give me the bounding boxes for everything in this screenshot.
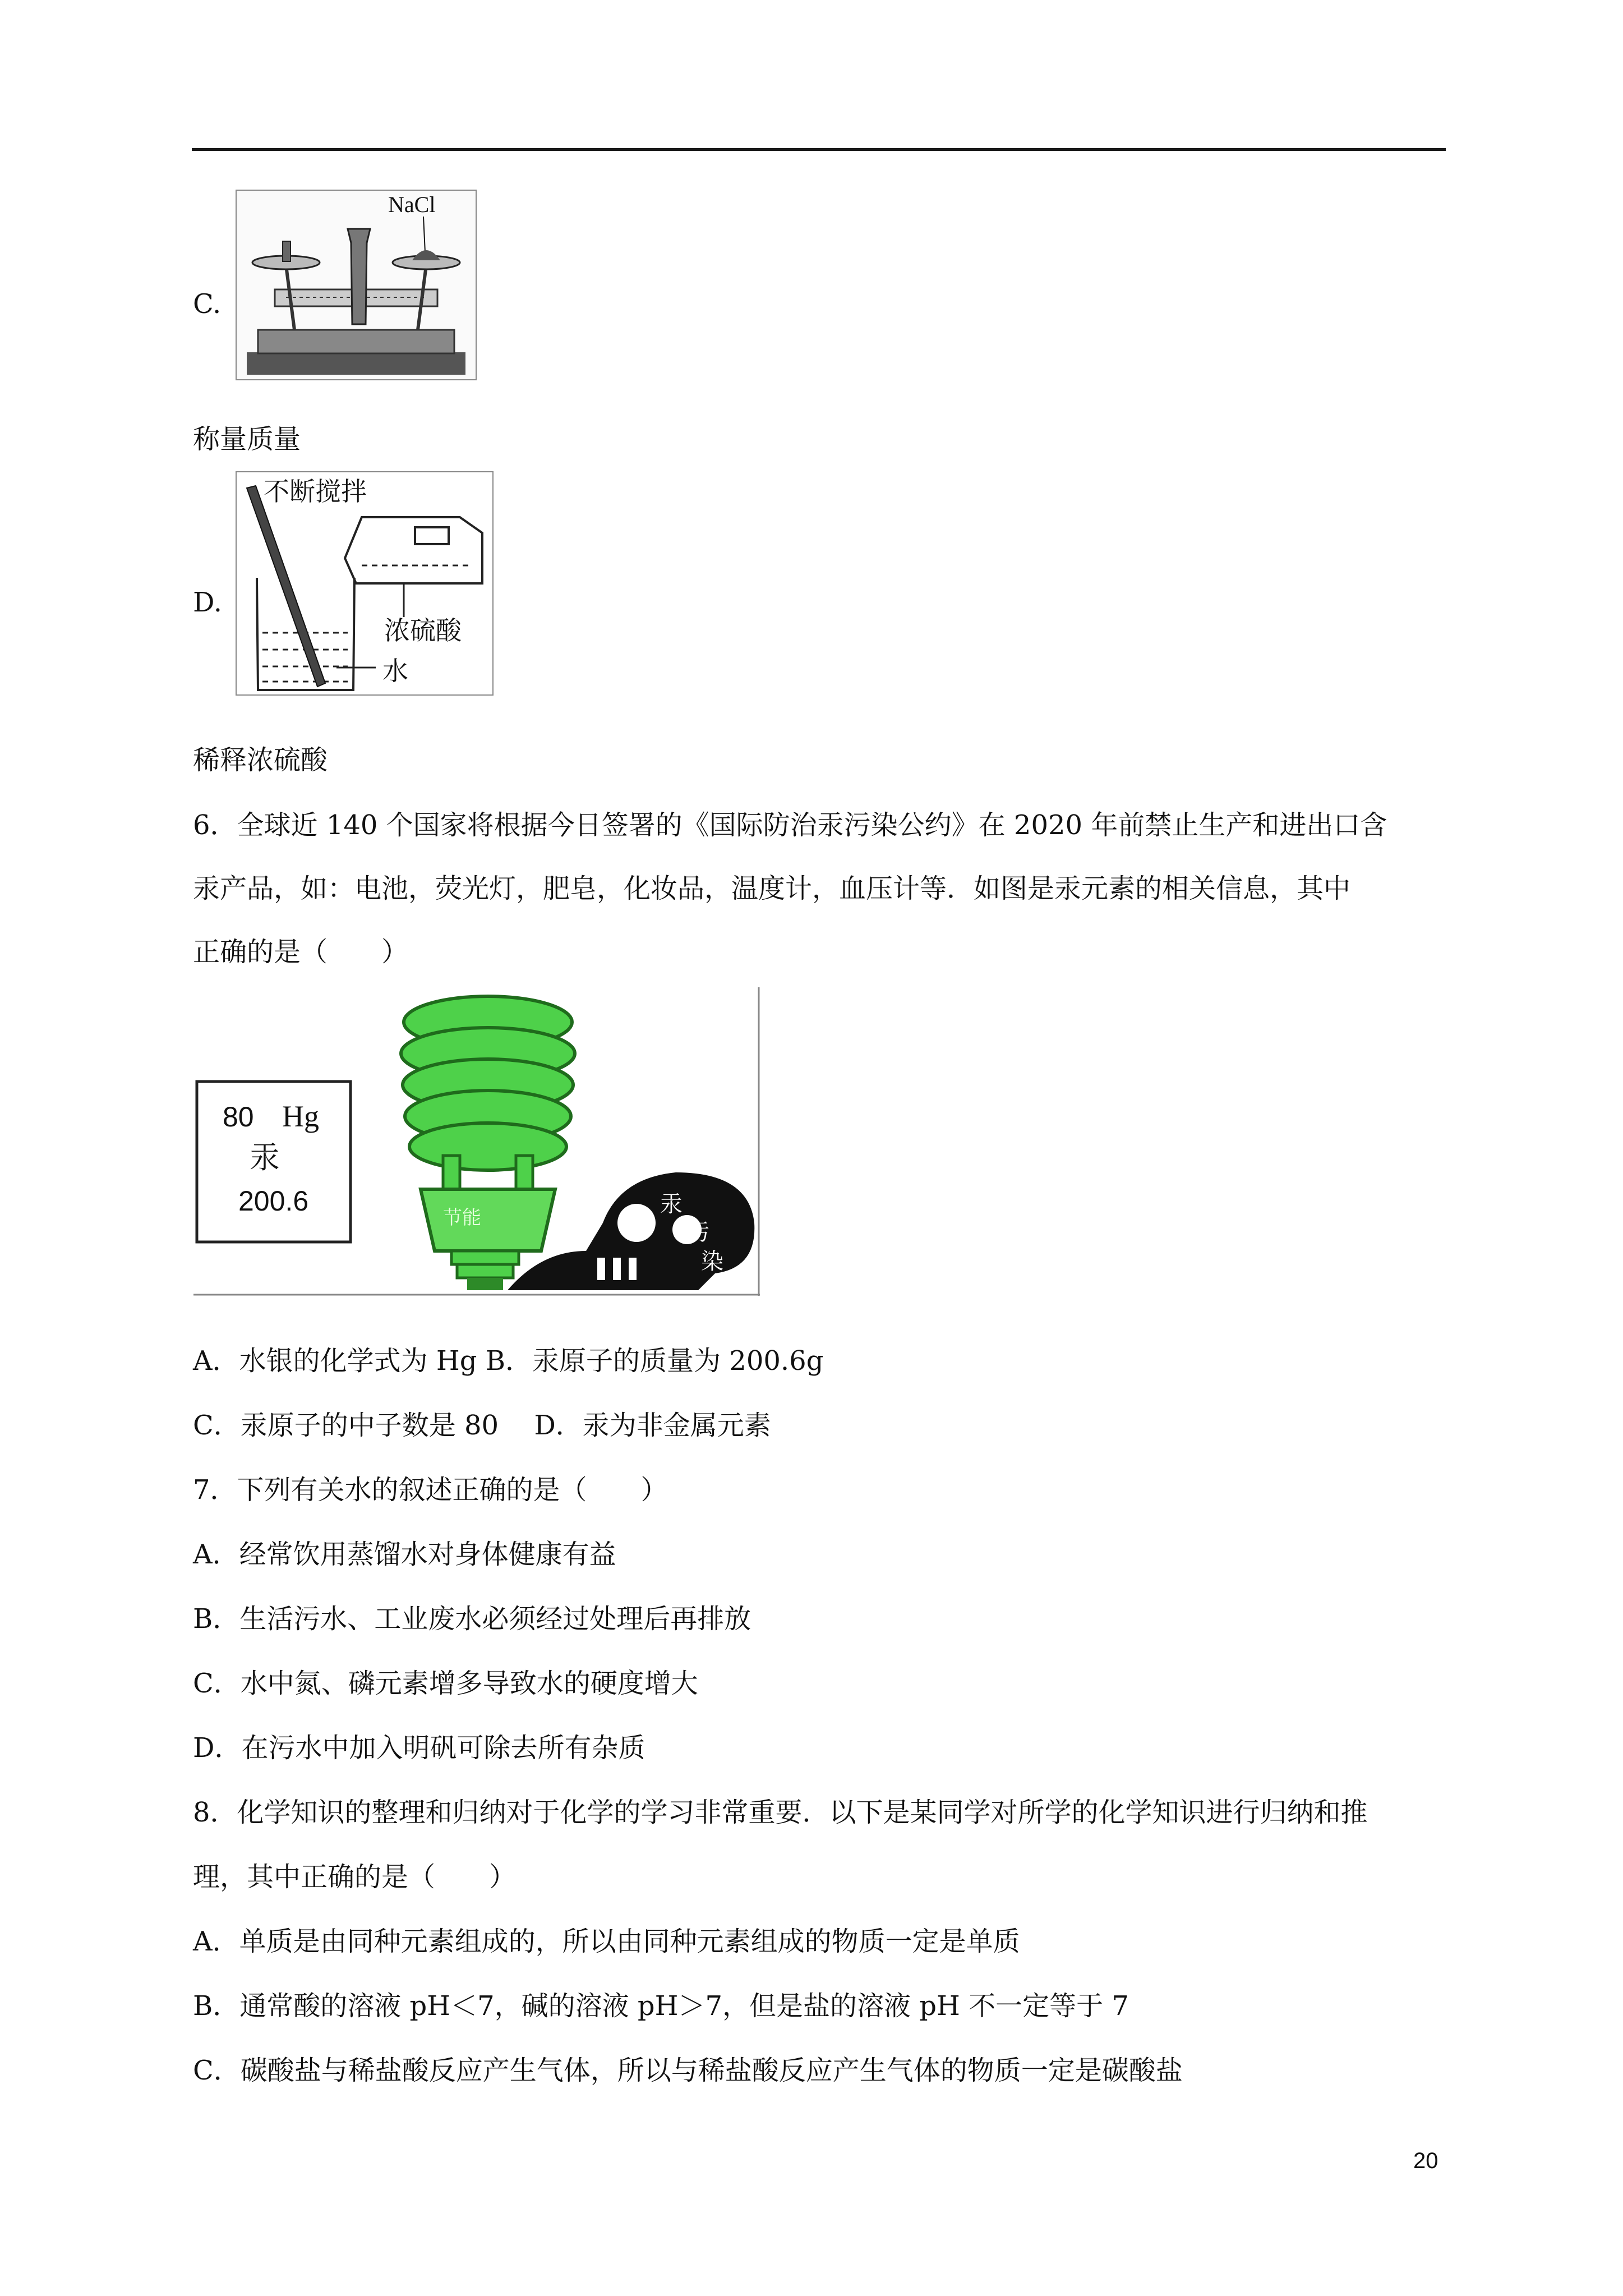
element-card [197, 1082, 351, 1242]
bulb-icon [401, 996, 575, 1290]
skull-char-3: 染 [701, 1249, 723, 1274]
nacl-label: NaCl [388, 192, 436, 217]
q7-option-a: A．经常饮用蒸馏水对身体健康有益 [193, 1539, 616, 1570]
atomic-number: 80 [223, 1101, 254, 1133]
atomic-mass: 200.6 [238, 1185, 309, 1217]
dilution-figure [236, 471, 494, 696]
option-d-caption: 稀释浓硫酸 [193, 744, 328, 776]
q7-option-c: C．水中氮、磷元素增多导致水的硬度增大 [193, 1668, 698, 1699]
header-rule [192, 148, 1446, 151]
element-name: 汞 [250, 1140, 280, 1175]
q7-stem: 7．下列有关水的叙述正确的是（ ） [193, 1474, 668, 1506]
q6-option-cd: C．汞原子的中子数是 80 D．汞为非金属元素 [193, 1410, 771, 1441]
q7-option-d: D．在污水中加入明矾可除去所有杂质 [193, 1732, 645, 1764]
mercury-figure [193, 987, 760, 1296]
element-symbol: Hg [282, 1099, 319, 1133]
q8-option-b: B．通常酸的溶液 pH＜7，碱的溶液 pH＞7，但是盐的溶液 pH 不一定等于 7 [193, 1990, 1129, 2022]
page-number: 20 [1413, 2148, 1438, 2173]
q6-option-ab: A．水银的化学式为 Hg B．汞原子的质量为 200.6g [193, 1345, 824, 1377]
q6-line-3: 正确的是（ ） [193, 936, 409, 968]
q6-line-2: 汞产品，如：电池，荧光灯，肥皂，化妆品，温度计，血压计等．如图是汞元素的相关信息，其中 [193, 873, 1351, 904]
skull-char-1: 汞 [660, 1191, 683, 1217]
q8-line-1: 8．化学知识的整理和归纳对于化学的学习非常重要．以下是某同学对所学的化学知识进行归纳和推 [193, 1797, 1368, 1828]
q8-option-a: A．单质是由同种元素组成的，所以由同种元素组成的物质一定是单质 [193, 1926, 1020, 1957]
q7-option-b: B．生活污水、工业废水必须经过处理后再排放 [193, 1603, 751, 1635]
skull-char-2: 污 [687, 1220, 709, 1245]
option-d-label: D. [193, 587, 223, 618]
q8-line-2: 理，其中正确的是（ ） [193, 1861, 517, 1893]
water-label: 水 [382, 656, 408, 686]
q6-line-1: 6．全球近 140 个国家将根据今日签署的《国际防治汞污染公约》在 2020 年前禁止生产和进出口含 [193, 809, 1387, 841]
q8-option-c: C．碳酸盐与稀盐酸反应产生气体，所以与稀盐酸反应产生气体的物质一定是碳酸盐 [193, 2055, 1183, 2086]
bulb-label: 节能 [443, 1207, 481, 1229]
stir-label: 不断搅拌 [264, 476, 367, 507]
option-c-caption: 称量质量 [193, 424, 301, 455]
acid-label: 浓硫酸 [384, 615, 462, 646]
option-c-label: C. [193, 288, 222, 320]
balance-figure [236, 190, 477, 380]
